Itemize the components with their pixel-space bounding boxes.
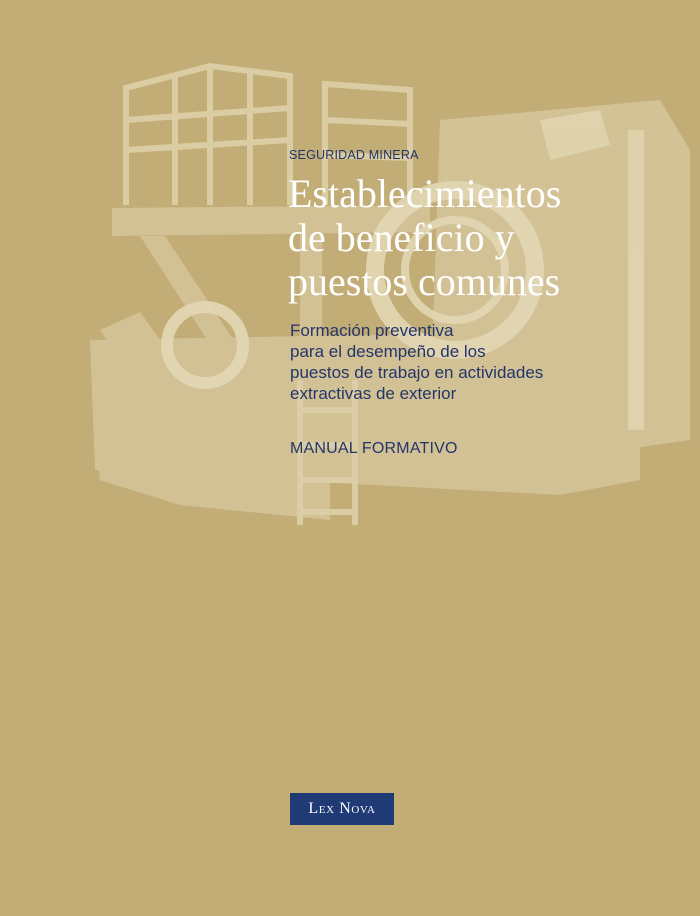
book-title (288, 172, 688, 304)
book-subtitle (290, 320, 690, 404)
manual-label: MANUAL FORMATIVO (290, 440, 458, 457)
subtitle-line: puestos de trabajo en actividades (290, 363, 544, 382)
title-line: puestos comunes (288, 259, 561, 304)
publisher-name: Lex Nova (308, 800, 376, 817)
title-line: de beneficio y (288, 215, 515, 260)
subtitle-line: para el desempeño de los (290, 342, 486, 361)
publisher-logo (290, 793, 394, 825)
series-label: SEGURIDAD MINERA (289, 148, 419, 162)
subtitle-line: Formación preventiva (290, 321, 454, 340)
title-line: Establecimientos (288, 171, 562, 216)
subtitle-line: extractivas de exterior (290, 384, 457, 403)
